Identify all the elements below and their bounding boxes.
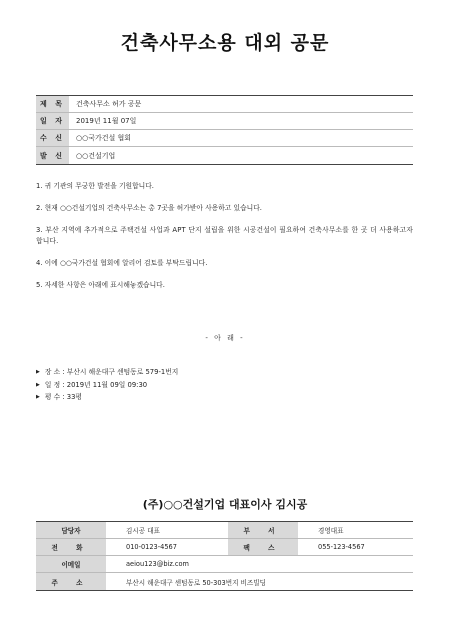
contact-row bbox=[36, 522, 413, 539]
details-text: 평 수 : 33평 bbox=[44, 393, 82, 401]
contact-value: aeiou123@biz.com bbox=[126, 560, 189, 568]
details-item bbox=[36, 366, 178, 379]
header-info-table bbox=[36, 95, 413, 165]
info-row-recipient bbox=[36, 130, 413, 147]
info-label: 일 자 bbox=[36, 113, 69, 129]
contact-value: 055-123-4567 bbox=[318, 543, 365, 551]
info-label: 수 신 bbox=[36, 130, 69, 146]
contact-table bbox=[36, 521, 413, 591]
triangle-bullet-icon: ▶ bbox=[36, 369, 40, 375]
document-body bbox=[36, 181, 413, 302]
contact-value: 010-0123-4567 bbox=[126, 543, 177, 551]
contact-label: 팩 스 bbox=[228, 539, 298, 555]
contact-value: 김시공 대표 bbox=[126, 527, 160, 535]
info-label: 제 목 bbox=[36, 96, 69, 112]
info-label: 발 신 bbox=[36, 147, 69, 164]
body-paragraph: 3. 부산 지역에 추가적으로 주택건설 사업과 APT 단지 설립을 위한 시공건설이 필요하여 건축사무소를 한 곳 더 사용하고자 합니다. bbox=[36, 226, 413, 245]
body-paragraph: 1. 귀 기관의 무궁한 발전을 기원합니다. bbox=[36, 182, 154, 190]
contact-label: 담당자 bbox=[36, 522, 106, 538]
details-item bbox=[36, 379, 178, 392]
info-row-subject bbox=[36, 96, 413, 113]
triangle-bullet-icon: ▶ bbox=[36, 381, 40, 388]
info-value: ○○건설기업 bbox=[76, 151, 116, 160]
signoff: (주)○○건설기업 대표이사 김시공 bbox=[142, 498, 308, 511]
info-value: 2019년 11월 07일 bbox=[76, 117, 137, 125]
info-value: 건축사무소 허가 공문 bbox=[76, 100, 142, 108]
below-note-heading: - 아 래 - bbox=[205, 334, 245, 342]
details-item bbox=[36, 391, 178, 404]
info-row-date bbox=[36, 113, 413, 130]
contact-value: 경영대표 bbox=[318, 527, 344, 535]
body-paragraph: 5. 자세한 사항은 아래에 표시해놓겠습니다. bbox=[36, 281, 165, 289]
body-paragraph: 4. 이에 ○○국가건설 협회에 알리어 검토를 부탁드립니다. bbox=[36, 259, 208, 267]
details-text: 일 정 : 2019년 11월 09일 09:30 bbox=[44, 380, 148, 389]
contact-row bbox=[36, 556, 413, 573]
contact-label: 부 서 bbox=[228, 522, 298, 538]
contact-label: 이메일 bbox=[36, 556, 106, 572]
info-row-sender bbox=[36, 147, 413, 164]
contact-label: 주 소 bbox=[36, 573, 106, 590]
triangle-bullet-icon: ▶ bbox=[36, 394, 40, 400]
details-list bbox=[36, 366, 178, 404]
info-value: ○○국가건설 협회 bbox=[76, 134, 132, 142]
body-paragraph: 2. 현재 ○○건설기업의 건축사무소는 총 7곳을 허가받아 사용하고 있습니다. bbox=[36, 204, 262, 212]
contact-label: 전 화 bbox=[36, 539, 106, 555]
document-title: 건축사무소용 대외 공문 bbox=[120, 32, 330, 54]
contact-row bbox=[36, 539, 413, 556]
details-text: 장 소 : 부산시 해운대구 센텀동로 579-1번지 bbox=[44, 368, 179, 376]
contact-value: 부산시 해운대구 센텀동로 50-303번지 비즈빌딩 bbox=[126, 578, 267, 587]
contact-row bbox=[36, 573, 413, 590]
